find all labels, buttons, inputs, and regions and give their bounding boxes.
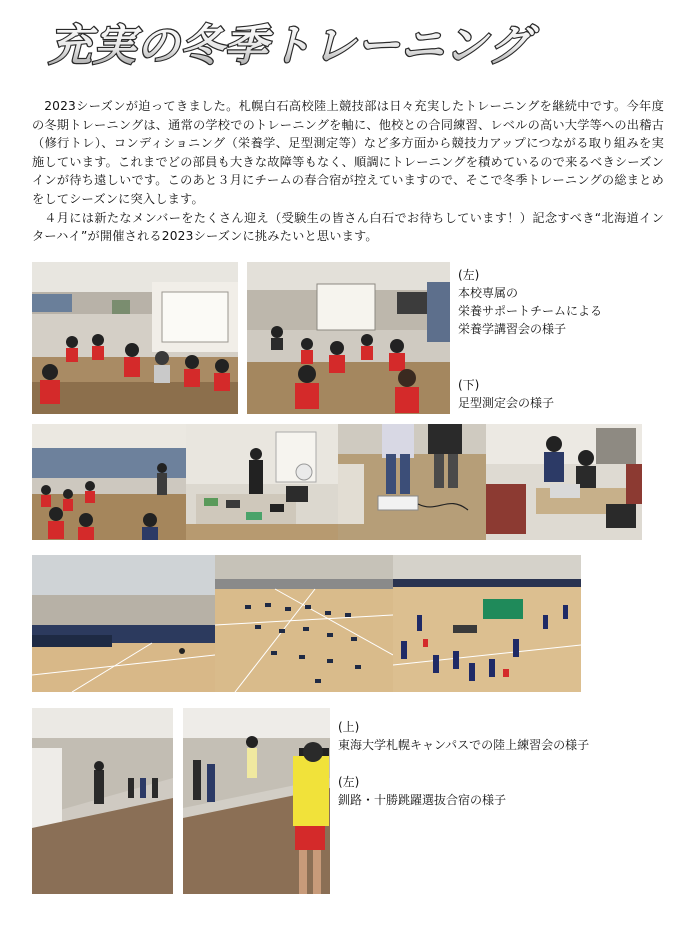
jumping-camp-photo-2 [183, 708, 330, 894]
page-title-text: 充実の冬季トレーニング [45, 20, 542, 71]
caption-foot-label: (下) [458, 378, 480, 392]
foot-measurement-photo-2 [186, 424, 338, 540]
caption-tokai-line-1: 東海大学札幌キャンパスでの陸上練習会の様子 [338, 738, 590, 752]
caption-nutrition [458, 266, 602, 338]
caption-nutrition-line-2: 栄養サポートチームによる [458, 304, 603, 318]
gym-practice-photo-2 [215, 555, 393, 692]
caption-foot [458, 376, 554, 412]
caption-nutrition-line-3: 栄養学講習会の様子 [458, 322, 567, 336]
caption-nutrition-label: (左) [458, 268, 480, 282]
gym-practice-photo-1 [32, 555, 215, 692]
caption-foot-line-1: 足型測定会の様子 [458, 396, 555, 410]
nutrition-lecture-photo-2 [247, 262, 450, 414]
foot-measurement-photo-4 [486, 424, 642, 540]
paragraph-1: 2023シーズンが迫ってきました。札幌白石高校陸上競技部は日々充実したトレーニングを継続中です。今年度の冬期トレーニングは、通常の学校でのトレーニングを軸に、他校との合同練習、レベルの高い大学等への出稽古（修行トレ）、コンディショニング（栄養学、足型測定等）など多方面から競技力アップにつながる取り組みを実施しています。これまでどの部員も大きな故障等もなく、順調にトレーニングを積めているので来るべきシーズンインが待ち遠しいです。このあと３月にチームの春合宿が控えていますので、そこで冬季トレーニングの総まとめをしてシーズンに突入します。 [32, 99, 664, 206]
caption-nutrition-line-1: 本校専属の [458, 286, 519, 300]
caption-kushiro-line-1: 釧路・十勝跳躍選抜合宿の様子 [338, 793, 507, 807]
paragraph-2: ４月には新たなメンバーをたくさん迎え（受験生の皆さん白石でお待ちしています！）記念すべき“北海道インターハイ”が開催される2023シーズンに挑みたいと思います。 [32, 210, 664, 244]
page-title [44, 14, 544, 74]
foot-measurement-photo-3 [338, 424, 486, 540]
caption-tokai [338, 718, 589, 754]
caption-kushiro-label: (左) [338, 775, 360, 789]
nutrition-lecture-photo-1 [32, 262, 238, 414]
foot-measurement-photo-1 [32, 424, 186, 540]
caption-tokai-label: (上) [338, 720, 360, 734]
jumping-camp-photo-1 [32, 708, 173, 894]
gym-practice-photo-3 [393, 555, 581, 692]
article-body [32, 97, 664, 246]
caption-kushiro [338, 773, 506, 809]
